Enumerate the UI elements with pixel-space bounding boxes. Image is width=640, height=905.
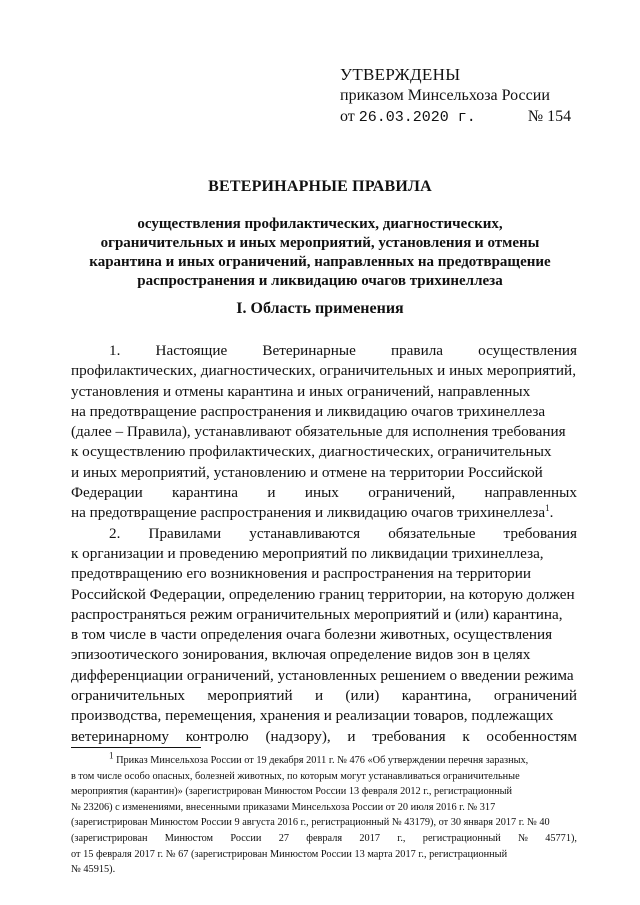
approval-date-line bbox=[340, 106, 571, 128]
word: иных bbox=[304, 484, 339, 502]
footnote-line: (зарегистрирован Минюстом России 9 августа 2016 г., регистрационный № 43179), от 30 января 2017 г. № 40 bbox=[71, 817, 550, 829]
footnote-line: в том числе особо опасных, болезней животных, по которым могут устанавливаться ограничительные bbox=[71, 770, 520, 782]
word: Федерации bbox=[71, 484, 143, 502]
justified-line bbox=[71, 727, 577, 747]
punctuation: . bbox=[549, 504, 554, 522]
word: и bbox=[347, 727, 356, 745]
approval-title: УТВЕРЖДЕНЫ bbox=[340, 65, 461, 84]
text-line: профилактических, диагностических, ограничительных и иных мероприятий, bbox=[71, 362, 576, 380]
subtitle-line: ограничительных и иных мероприятий, установления и отмены bbox=[100, 235, 540, 251]
word: Настоящие bbox=[155, 342, 228, 359]
justified-line bbox=[71, 686, 577, 706]
footnote-line: $^1$ Приказ Минсельхоза России от 19 декабря 2011 г. № 476 «Об утверждении перечня заразных, bbox=[109, 750, 529, 766]
text-line: дифференциации ограничений, установленных решением о введении режима bbox=[71, 666, 574, 684]
text-line: на предотвращение распространения и ликвидацию очагов трихинеллеза bbox=[71, 402, 546, 420]
text-line: в том числе в части определения очага болезни животных, осуществления bbox=[71, 626, 553, 644]
section-heading: I. Область применения bbox=[236, 300, 404, 317]
text-line: распространяться режим ограничительных мероприятий и (или) карантина, bbox=[71, 605, 563, 623]
word: правила bbox=[390, 342, 444, 359]
text-line: производства, перемещения, хранения и реализации товаров, подлежащих bbox=[71, 707, 554, 725]
paragraph-1-last-line bbox=[71, 503, 577, 523]
document-subtitle bbox=[60, 215, 580, 291]
word: (надзору), bbox=[265, 727, 331, 745]
word: ограничений bbox=[493, 687, 577, 705]
paragraph-2-first-line bbox=[71, 524, 577, 544]
word: карантина, bbox=[401, 687, 472, 705]
footnote-line: от 15 февраля 2017 г. № 67 (зарегистрирован Минюстом России 13 марта 2017 г., регистрационный bbox=[71, 848, 508, 860]
text-line: и иных мероприятий, установлению и отмене на территории Российской bbox=[71, 463, 543, 481]
justified-line bbox=[71, 483, 577, 503]
word: ограничительных bbox=[71, 687, 185, 705]
word: устанавливаются bbox=[249, 524, 361, 542]
paragraph-1-first-line bbox=[71, 341, 577, 361]
footnote-line: мероприятия (карантин)» (зарегистрирован Минюстом России 13 февраля 2012 г., регистрационный bbox=[71, 786, 513, 798]
word: ограничений, bbox=[368, 484, 456, 502]
word: требования bbox=[372, 727, 446, 745]
word: карантина bbox=[172, 484, 239, 502]
text-line: к организации и проведению мероприятий по ликвидации трихинеллеза, bbox=[71, 544, 544, 562]
word: (или) bbox=[345, 687, 380, 705]
text-line: Российской Федерации, определению границ территории, на которую должен bbox=[71, 585, 575, 603]
approval-date-prefix: от bbox=[340, 108, 355, 125]
approval-order-line: приказом Минсельхоза России bbox=[340, 87, 550, 104]
word: Правилами bbox=[148, 524, 222, 542]
word: направленных bbox=[484, 484, 577, 502]
approval-number: № 154 bbox=[527, 108, 572, 125]
word: обязательные bbox=[388, 524, 476, 542]
word: к bbox=[462, 727, 470, 745]
word: особенностям bbox=[486, 727, 577, 745]
footnote-line: № 45915). bbox=[71, 864, 116, 876]
word: и bbox=[314, 687, 324, 705]
approval-date: 26.03.2020 г. bbox=[358, 109, 476, 126]
footnote-mark: 1 bbox=[109, 750, 114, 761]
text-line: установления и отмены карантина и иных ограничений, направленных bbox=[71, 382, 531, 400]
paragraph-number: 1. bbox=[109, 342, 121, 359]
word: требования bbox=[503, 524, 577, 542]
text-line: эпизоотического зонирования, включая определение видов зон в целях bbox=[71, 646, 531, 664]
word: мероприятий bbox=[207, 687, 293, 705]
paragraph-number: 2. bbox=[109, 524, 121, 542]
footnote-justified-line: (зарегистрирован Минюстом России 27 февраля 2017 г., регистрационный № 45771), bbox=[71, 832, 577, 844]
word: и bbox=[267, 484, 276, 502]
footnote-reference[interactable]: 1 bbox=[545, 503, 550, 514]
text-line: предотвращению его возникновения и распространения на территории bbox=[71, 565, 531, 583]
subtitle-line: распространения и ликвидацию очагов трихинеллеза bbox=[137, 273, 503, 289]
footnote-divider bbox=[71, 747, 201, 748]
word: Ветеринарные bbox=[262, 342, 356, 359]
body-text bbox=[71, 341, 577, 747]
word: ветеринарному bbox=[71, 727, 170, 745]
word: осуществления bbox=[478, 342, 577, 359]
footnote-line: № 23206) с изменениями, внесенными приказами Минсельхоза России от 20 июля 2016 г. № 317 bbox=[71, 801, 496, 813]
document-title: ВЕТЕРИНАРНЫЕ ПРАВИЛА bbox=[208, 178, 432, 195]
approval-stamp bbox=[340, 64, 571, 128]
text-line: к осуществлению профилактических, диагностических, ограничительных bbox=[71, 443, 552, 461]
text-line: (далее – Правила), устанавливают обязательные для исполнения требования bbox=[71, 423, 566, 441]
footnote bbox=[71, 750, 577, 878]
subtitle-line: карантина и иных ограничений, направленных на предотвращение bbox=[89, 254, 551, 270]
word: контролю bbox=[185, 727, 249, 745]
subtitle-line: осуществления профилактических, диагностических, bbox=[137, 216, 503, 232]
text-line: на предотвращение распространения и ликвидацию очагов трихинеллеза bbox=[71, 504, 546, 522]
